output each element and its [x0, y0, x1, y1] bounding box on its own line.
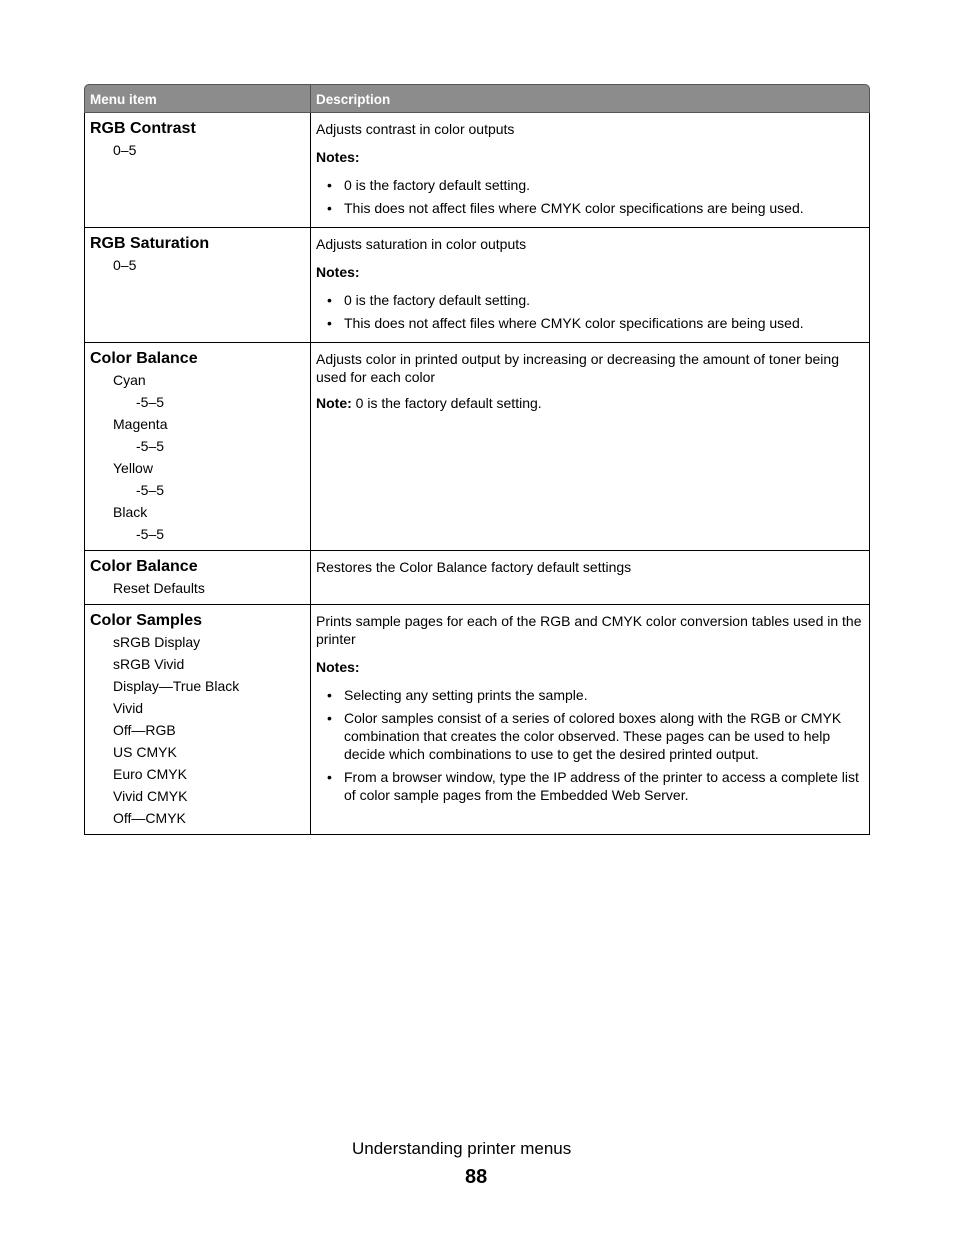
bullet-icon: •: [327, 292, 332, 308]
menu-item-range: -5–5: [136, 526, 165, 542]
menu-item-option: 0–5: [113, 257, 137, 273]
notes-label: Notes:: [316, 659, 360, 675]
bullet-icon: •: [327, 315, 332, 331]
bullet-icon: •: [327, 769, 332, 785]
menu-item-option: Reset Defaults: [113, 580, 205, 596]
menu-item-option: Off—CMYK: [113, 810, 186, 826]
menu-item-title: Color Balance: [90, 350, 198, 367]
description-cell: [311, 605, 870, 835]
menu-item-cell: [84, 551, 311, 605]
menu-item-option: 0–5: [113, 142, 137, 158]
note-line: [316, 394, 864, 412]
description-text: Adjusts contrast in color outputs: [316, 121, 515, 137]
description-text: Restores the Color Balance factory default settings: [316, 559, 632, 575]
menu-item-option: Cyan: [113, 372, 146, 388]
header-menu-item: Menu item: [84, 84, 311, 113]
list-item: • 0 is the factory default setting.: [327, 292, 530, 308]
menu-item-option: Vivid CMYK: [113, 788, 188, 804]
menu-item-option: sRGB Vivid: [113, 656, 185, 672]
bullet-icon: •: [327, 177, 332, 193]
bullet-icon: •: [327, 200, 332, 216]
header-description: Description: [311, 84, 870, 113]
menu-item-option: US CMYK: [113, 744, 177, 760]
description-text: Adjusts color in printed output by increasing or decreasing the amount of toner being used for each color: [316, 351, 839, 385]
notes-list: [316, 176, 864, 217]
menu-item-option: Black: [113, 504, 148, 520]
bullet-icon: •: [327, 687, 332, 703]
description-cell: [311, 113, 870, 228]
menu-item-cell: [84, 605, 311, 835]
menu-item-title: Color Samples: [90, 612, 203, 629]
table-row: [84, 343, 870, 551]
description-text: Adjusts saturation in color outputs: [316, 236, 527, 252]
table-row: [84, 551, 870, 605]
table-header-row: [84, 84, 870, 113]
menu-item-option: sRGB Display: [113, 634, 201, 650]
menu-table: [84, 84, 870, 835]
table-row: [84, 605, 870, 835]
list-item: • From a browser window, type the IP address of the printer to access a complete list of color sample pages from the Embedded Web Server.: [327, 769, 859, 803]
menu-item-cell: [84, 228, 311, 343]
menu-item-option: Vivid: [113, 700, 144, 716]
menu-item-option: Yellow: [113, 460, 153, 476]
menu-item-option: Magenta: [113, 416, 168, 432]
menu-item-cell: [84, 343, 311, 551]
note-text: 0 is the factory default setting.: [351, 395, 542, 411]
notes-list: [316, 686, 864, 804]
notes-list: [316, 291, 864, 332]
list-item: • This does not affect files where CMYK color specifications are being used.: [327, 200, 804, 216]
menu-item-title: RGB Saturation: [90, 235, 210, 252]
bullet-icon: •: [327, 710, 332, 726]
menu-item-title: Color Balance: [90, 558, 198, 575]
notes-label: Notes:: [316, 149, 360, 165]
footer-section-title: Understanding printer menus: [352, 1139, 572, 1158]
menu-item-range: -5–5: [136, 438, 165, 454]
description-cell: [311, 551, 870, 605]
notes-label: Notes:: [316, 264, 360, 280]
table-row: [84, 228, 870, 343]
menu-item-option: Display—True Black: [113, 678, 240, 694]
list-item: • Selecting any setting prints the sample.: [327, 687, 588, 703]
table-row: [84, 113, 870, 228]
note-label: Note:: [316, 395, 352, 411]
menu-item-cell: [84, 113, 311, 228]
list-item: • This does not affect files where CMYK color specifications are being used.: [327, 315, 804, 331]
description-cell: [311, 228, 870, 343]
list-item: • Color samples consist of a series of colored boxes along with the RGB or CMYK combination that creates the color observed. These pages can be used to help decide which combinations to use to get the desired printed output.: [327, 710, 842, 762]
menu-item-range: -5–5: [136, 394, 165, 410]
menu-item-title: RGB Contrast: [90, 120, 196, 137]
menu-item-range: -5–5: [136, 482, 165, 498]
list-item: • 0 is the factory default setting.: [327, 177, 530, 193]
description-cell: [311, 343, 870, 551]
description-text: Prints sample pages for each of the RGB and CMYK color conversion tables used in the printer: [316, 613, 862, 647]
menu-item-option: Off—RGB: [113, 722, 176, 738]
page-number: 88: [465, 1166, 488, 1188]
menu-item-option: Euro CMYK: [113, 766, 187, 782]
